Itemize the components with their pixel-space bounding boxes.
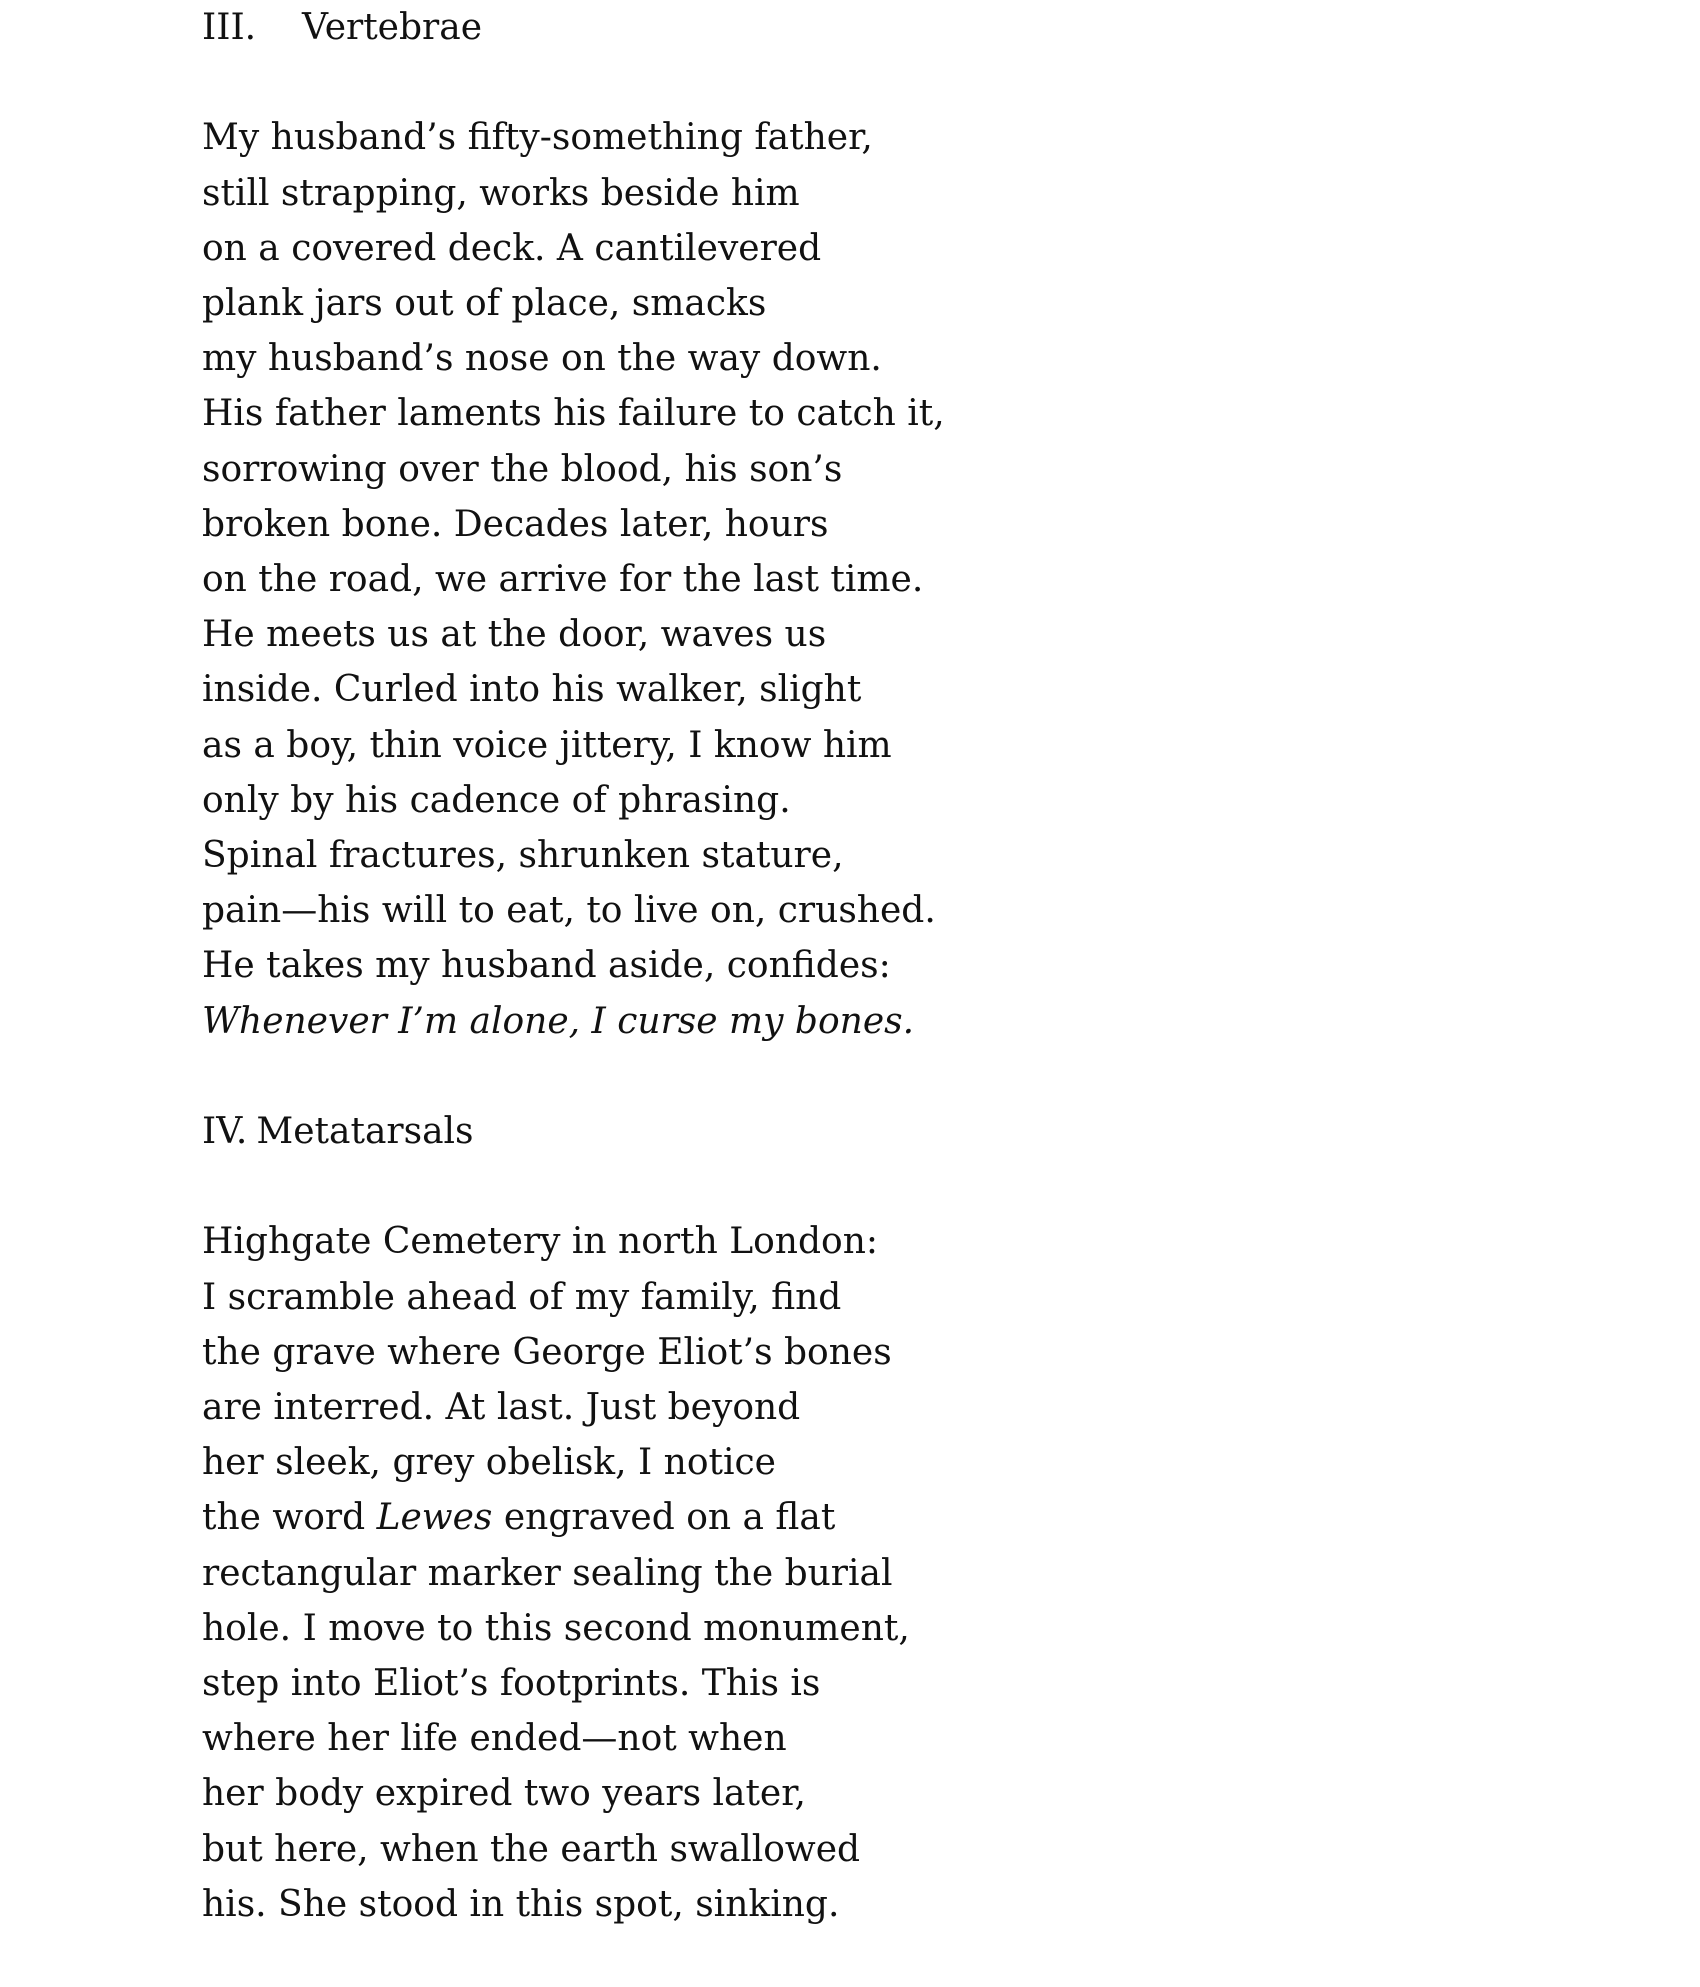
- section-number: IV.: [202, 1111, 248, 1153]
- line-text: the word: [202, 1497, 377, 1539]
- poem-line: My husband’s fifty-something father,: [202, 117, 873, 159]
- poem-line: pain—his will to eat, to live on, crushed.: [202, 890, 936, 932]
- stanza-metatarsals: [202, 1214, 1502, 1932]
- poem-line: only by his cadence of phrasing.: [202, 779, 791, 821]
- poem-line: the grave where George Eliot’s bones: [202, 1331, 892, 1373]
- poem-line: Spinal fractures, shrunken stature,: [202, 835, 844, 877]
- section-number: III.: [202, 7, 257, 48]
- poem-line: broken bone. Decades later, hours: [202, 503, 829, 545]
- poem-line: His father laments his failure to catch it,: [202, 393, 945, 435]
- poem-line: still strapping, works beside him: [202, 172, 800, 214]
- poem-line: are interred. At last. Just beyond: [202, 1387, 801, 1429]
- poem-line: step into Eliot’s footprints. This is: [202, 1663, 821, 1705]
- section-title: Vertebrae: [302, 7, 482, 48]
- section-title: Metatarsals: [256, 1111, 474, 1153]
- poem-line: I scramble ahead of my family, find: [202, 1276, 842, 1318]
- poem-line: He takes my husband aside, confides:: [202, 945, 891, 987]
- poem-line: on the road, we arrive for the last time.: [202, 559, 924, 601]
- poem-line: sorrowing over the blood, his son’s: [202, 448, 843, 490]
- poem-line: his. She stood in this spot, sinking.: [202, 1883, 840, 1925]
- poem-line: Highgate Cemetery in north London:: [202, 1221, 879, 1263]
- poem-line: where her life ended—not when: [202, 1718, 787, 1760]
- poem-line: her body expired two years later,: [202, 1773, 806, 1815]
- poem-line: on a covered deck. A cantilevered: [202, 227, 822, 269]
- poem-line: inside. Curled into his walker, slight: [202, 669, 862, 711]
- poem-line: He meets us at the door, waves us: [202, 614, 827, 656]
- poem-line: hole. I move to this second monument,: [202, 1607, 910, 1649]
- poem-line: plank jars out of place, smacks: [202, 283, 767, 324]
- poem-line-italic-quote: Whenever I’m alone, I curse my bones.: [202, 1000, 915, 1042]
- line-text: engraved on a flat: [492, 1497, 836, 1539]
- section-heading-metatarsals: [202, 1104, 1502, 1159]
- section-heading-vertebrae: [202, 0, 1502, 55]
- stanza-vertebrae: [202, 110, 1502, 1048]
- document-page: [202, 0, 1502, 1987]
- poem-line-mixed: [202, 1490, 1502, 1545]
- poem-line: as a boy, thin voice jittery, I know him: [202, 724, 892, 766]
- poem-line: her sleek, grey obelisk, I notice: [202, 1442, 776, 1484]
- italic-word-lewes: Lewes: [376, 1497, 493, 1539]
- poem-line: my husband’s nose on the way down.: [202, 338, 882, 380]
- poem-line: rectangular marker sealing the burial: [202, 1552, 893, 1594]
- poem-line: but here, when the earth swallowed: [202, 1828, 861, 1870]
